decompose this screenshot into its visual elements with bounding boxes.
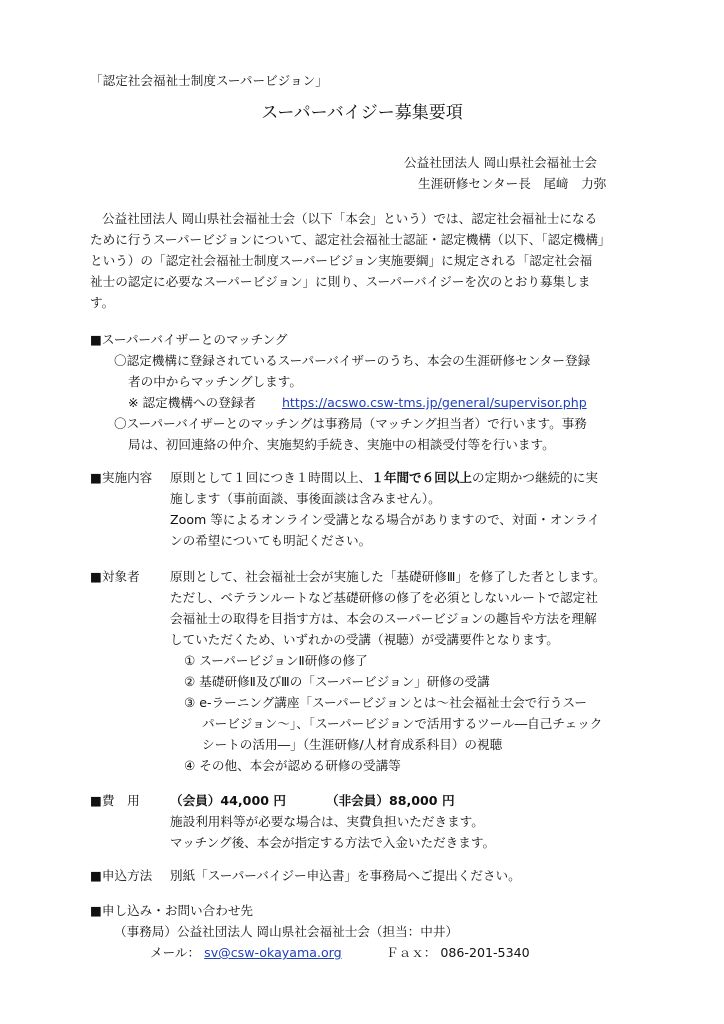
document-title: スーパーバイジー募集要項 — [261, 103, 463, 123]
fax-number: 086-201-5340 — [440, 945, 530, 960]
fax-label: Ｆａｘ： — [386, 945, 437, 960]
fee-line-2: 施設利用料等が必要な場合は、実費負担いただきます。 — [170, 814, 484, 829]
fee-label: ■費 用 — [90, 793, 140, 808]
intro-line: す。 — [90, 295, 115, 310]
content-label: ■実施内容 — [90, 470, 153, 485]
matching-heading: ■スーパーバイザーとのマッチング — [90, 332, 288, 347]
content-emphasis: １年間で６回以上 — [371, 470, 472, 485]
content-line-3: Zoom 等によるオンライン受講となる場合がありますので、対面・オンライ — [170, 512, 600, 527]
content-text: 原則として１回につき１時間以上、 — [170, 470, 372, 485]
content-line-1 — [170, 467, 598, 488]
target-item-4: ④ その他、本会が認める研修の受講等 — [184, 758, 401, 773]
document-subtitle: 「認定社会福祉士制度スーパービジョン」 — [90, 73, 328, 88]
email-link[interactable]: sv@csw-okayama.org — [204, 945, 342, 960]
content-line-2: 施します（事前面談、事後面談は含みません）。 — [170, 491, 441, 506]
target-line-2: ただし、ベテランルートなど基礎研修の修了を必須としないルートで認定社 — [170, 590, 598, 605]
intro-line: ために行うスーパービジョンについて、認定社会福祉士認証・認定機構（以下、「認定機構」 — [90, 232, 611, 247]
target-item-3-cont: パービジョン～」、「スーパービジョンで活用するツール―自己チェック — [202, 716, 603, 731]
author-name: 生涯研修センター長 尾﨑 力弥 — [418, 176, 607, 191]
matching-note — [128, 392, 587, 413]
mail-label: メール： — [150, 945, 201, 960]
target-label: ■対象者 — [90, 569, 140, 584]
apply-text: 別紙「スーパーバイジー申込書」を事務局へご提出ください。 — [170, 868, 521, 883]
content-text: の定期かつ継続的に実 — [472, 470, 598, 485]
fee-line-3: マッチング後、本会が指定する方法で入金いただきます。 — [170, 835, 496, 850]
target-line-3: 会福祉士の取得を目指す方は、本会のスーパービジョンの趣旨や方法を理解 — [170, 611, 597, 626]
target-item-3: ③ e-ラーニング講座「スーパービジョンとは～社会福祉士会で行うスー — [184, 695, 588, 710]
apply-label: ■申込方法 — [90, 868, 153, 883]
supervisor-list-link[interactable]: https://acswo.csw-tms.jp/general/supervisor.php — [281, 395, 587, 410]
fee-member — [170, 790, 286, 811]
matching-item-2: 〇スーパーバイザーとのマッチングは事務局（マッチング担当者）で行います。事務 — [114, 416, 587, 431]
content-line-4: ンの希望についても明記ください。 — [170, 533, 372, 548]
fee-nonmember — [326, 790, 455, 811]
target-line-1: 原則として、社会福祉士会が実施した「基礎研修Ⅲ」を修了した者とします。 — [170, 569, 606, 584]
matching-note-label: ※ 認定機構への登録者 — [128, 395, 256, 410]
intro-line: という）の「認定社会福祉士制度スーパービジョン実施要綱」に規定される「認定社会福 — [90, 253, 593, 268]
contact-office: （事務局）公益社団法人 岡山県社会福祉士会（担当：中井） — [114, 924, 459, 939]
matching-item-1: 〇認定機構に登録されているスーパーバイザーのうち、本会の生涯研修センター登録 — [114, 353, 591, 368]
contact-heading: ■申し込み・お問い合わせ先 — [90, 903, 254, 918]
intro-line: 公益社団法人 岡山県社会福祉士会（以下「本会」という）では、認定社会福祉士になる — [102, 211, 598, 226]
fee-nonmember-amount: （非会員）88,000 円 — [326, 793, 455, 808]
target-item-2: ② 基礎研修Ⅱ及びⅢの「スーパービジョン」研修の受講 — [184, 674, 490, 689]
target-item-3-cont2: シートの活用―」（生涯研修/人材育成系科目）の視聴 — [202, 737, 503, 752]
contact-fax-row — [386, 942, 530, 963]
target-item-1: ① スーパービジョンⅡ研修の修了 — [184, 653, 368, 668]
target-line-4: していただくため、いずれかの受講（視聴）が受講要件となります。 — [170, 632, 559, 647]
fee-member-amount: （会員）44,000 円 — [170, 793, 286, 808]
author-organization: 公益社団法人 岡山県社会福祉士会 — [404, 155, 597, 170]
intro-line: 祉士の認定に必要なスーパービジョン」に則り、スーパーバイジーを次のとおり募集しま — [90, 274, 591, 289]
matching-item-1-cont: 者の中からマッチングします。 — [128, 374, 302, 389]
intro-paragraph — [90, 208, 650, 313]
contact-mail-row — [150, 942, 342, 963]
matching-item-2-cont: 局は、初回連絡の仲介、実施契約手続き、実施中の相談受付等を行います。 — [128, 437, 555, 452]
